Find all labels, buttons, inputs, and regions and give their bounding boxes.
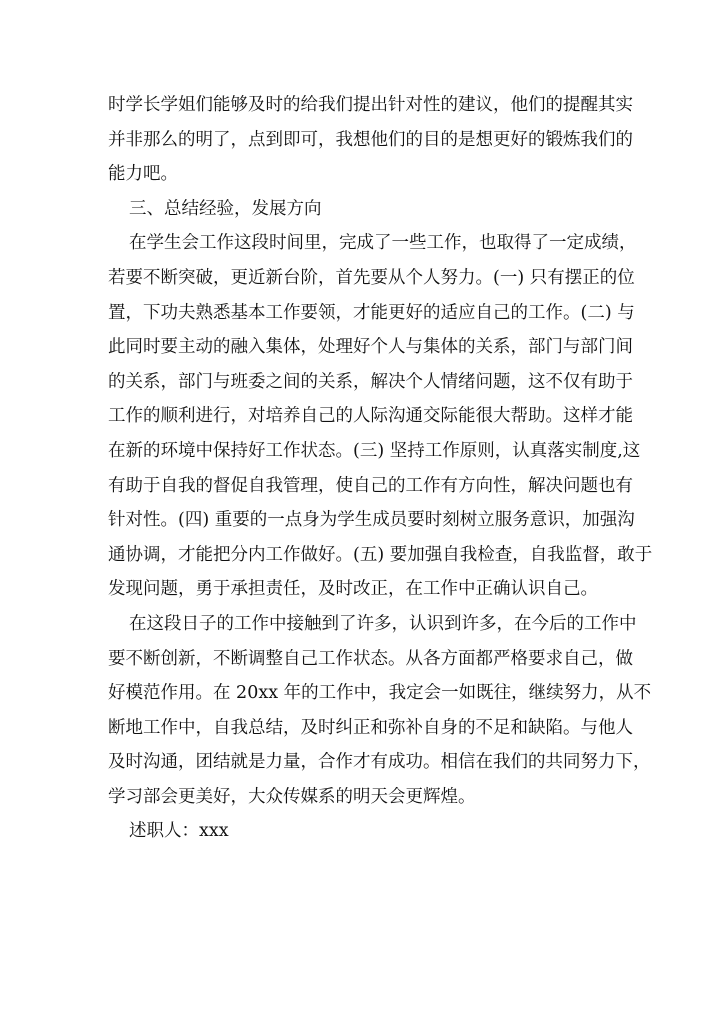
signature-line: 述职人：xxx: [129, 821, 229, 842]
text-line-10: 工作的顺利进行，对培养自己的人际沟通交际能很大帮助。这样才能: [108, 406, 633, 427]
text-line-1: 时学长学姐们能够及时的给我们提出针对性的建议，他们的提醒其实: [108, 95, 633, 115]
text-line-16: 在这段日子的工作中接触到了许多，认识到许多，在今后的工作中: [129, 613, 637, 634]
text-line-21: 学习部会更美好，大众传媒系的明天会更辉煌。: [108, 786, 476, 807]
section-heading: 三、总结经验，发展方向: [129, 198, 322, 219]
text-line-3: 能力吧。: [108, 164, 178, 185]
text-line-5: 在学生会工作这段时间里，完成了一些工作，也取得了一定成绩，: [129, 233, 637, 254]
text-line-20: 及时沟通，团结就是力量，合作才有成功。相信在我们的共同努力下，: [108, 752, 651, 773]
text-line-13: 针对性。(四) 重要的一点身为学生成员要时刻树立服务意识，加强沟: [108, 510, 635, 531]
text-line-11: 在新的环境中保持好工作状态。(三) 坚持工作原则，认真落实制度,这: [108, 440, 641, 461]
text-line-17: 要不断创新，不断调整自己工作状态。从各方面都严格要求自己，做: [108, 648, 633, 669]
text-line-15: 发现问题，勇于承担责任，及时改正，在工作中正确认识自己。: [108, 579, 598, 600]
text-line-14: 通协调，才能把分内工作做好。(五) 要加强自我检查，自我监督，敢于: [108, 544, 653, 565]
text-line-2: 并非那么的明了，点到即可，我想他们的目的是想更好的锻炼我们的: [108, 129, 633, 150]
text-line-12: 有助于自我的督促自我管理，使自己的工作有方向性，解决问题也有: [108, 475, 633, 496]
text-line-18: 好模范作用。在 20xx 年的工作中，我定会一如既往，继续努力，从不: [108, 683, 652, 704]
text-line-7: 置，下功夫熟悉基本工作要领，才能更好的适应自己的工作。(二) 与: [108, 302, 635, 323]
document-page: [108, 88, 653, 849]
text-line-8: 此同时要主动的融入集体，处理好个人与集体的关系，部门与部门间: [108, 337, 633, 358]
text-line-9: 的关系，部门与班委之间的关系，解决个人情绪问题，这不仅有助于: [108, 371, 633, 392]
text-line-19: 断地工作中，自我总结，及时纠正和弥补自身的不足和缺陷。与他人: [108, 717, 633, 738]
text-line-6: 若要不断突破，更近新台阶，首先要从个人努力。(一) 只有摆正的位: [108, 267, 635, 288]
